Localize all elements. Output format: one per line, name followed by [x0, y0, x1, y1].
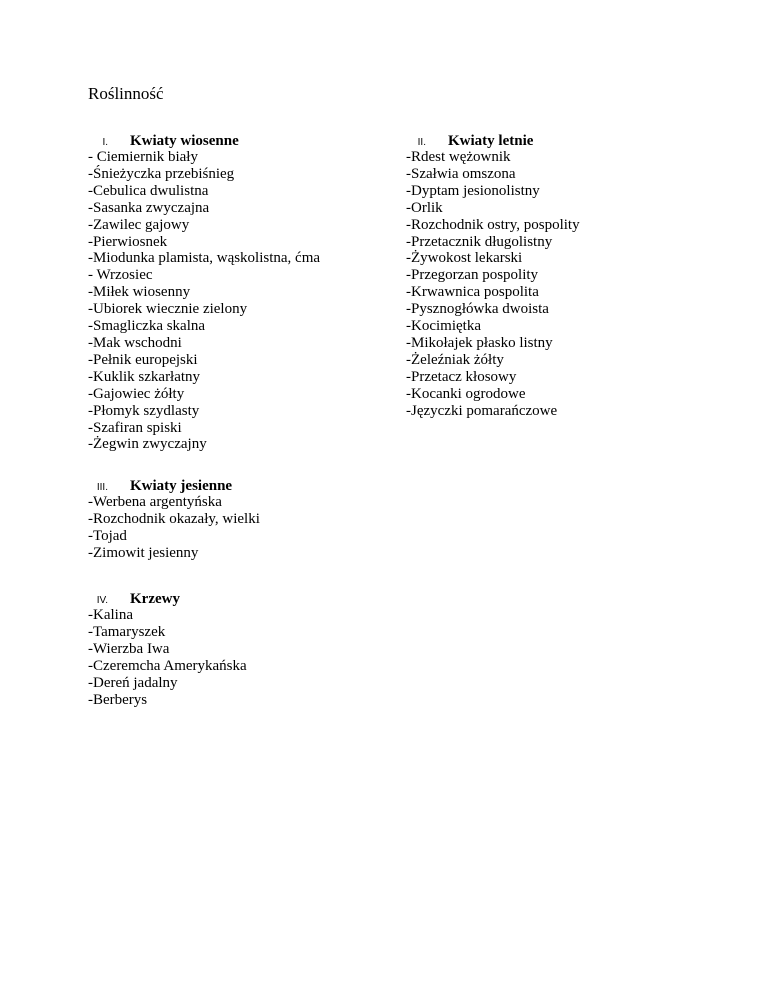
section-summer-flowers: [406, 132, 706, 420]
list-item: -Żywokost lekarski: [406, 250, 523, 267]
section-heading: Kwiaty wiosenne: [130, 133, 239, 149]
list-item: -Śnieżyczka przebiśnieg: [88, 165, 235, 182]
section-autumn-flowers: [88, 477, 388, 562]
list-item: -Pełnik europejski: [88, 351, 198, 368]
list-item: -Miłek wiosenny: [88, 284, 191, 301]
section-spring-flowers: [88, 132, 388, 453]
list-item: -Zimowit jesienny: [88, 544, 199, 561]
section-numeral: III.: [96, 482, 108, 493]
list-item: -Rozchodnik ostry, pospolity: [406, 216, 580, 233]
list-item: -Ubiorek wiecznie zielony: [88, 301, 248, 318]
list-item: -Zawilec gajowy: [88, 216, 190, 233]
plant-list: [88, 149, 388, 453]
list-item: -Krwawnica pospolita: [406, 284, 539, 301]
plant-list: [406, 149, 706, 420]
section-shrubs: [88, 590, 388, 708]
page-title: Roślinność: [88, 84, 164, 103]
list-item: -Czeremcha Amerykańska: [88, 657, 247, 674]
list-item: -Szafiran spiski: [88, 419, 182, 436]
list-item: -Kalina: [88, 607, 133, 623]
list-item: -Pysznogłówka dwoista: [406, 301, 549, 318]
section-heading: Kwiaty letnie: [448, 133, 534, 149]
list-item: -Żegwin zwyczajny: [88, 436, 207, 453]
plant-list: [88, 607, 388, 708]
section-numeral: II.: [417, 137, 426, 148]
list-item: - Ciemiernik biały: [88, 149, 198, 165]
list-item: -Orlik: [406, 199, 443, 216]
section-header: [406, 132, 706, 149]
list-item: -Werbena argentyńska: [88, 494, 222, 510]
list-item: -Szałwia omszona: [406, 165, 516, 182]
list-item: -Berberys: [88, 691, 148, 708]
section-numeral: IV.: [96, 595, 108, 606]
list-item: -Przetacz kłosowy: [406, 368, 517, 385]
list-item: -Dyptam jesionolistny: [406, 182, 540, 199]
list-item: -Mak wschodni: [88, 334, 182, 351]
list-item: -Dereń jadalny: [88, 674, 178, 691]
list-item: -Żeleźniak żółty: [406, 351, 504, 368]
section-header: [88, 477, 388, 494]
list-item: -Cebulica dwulistna: [88, 182, 209, 199]
list-item: -Języczki pomarańczowe: [406, 402, 558, 419]
list-item: -Miodunka plamista, wąskolistna, ćma: [88, 250, 321, 267]
section-heading: Kwiaty jesienne: [130, 478, 233, 494]
list-item: -Przetacznik długolistny: [406, 233, 553, 250]
list-item: -Kuklik szkarłatny: [88, 368, 201, 385]
section-heading: Krzewy: [130, 591, 180, 607]
list-item: -Pierwiosnek: [88, 233, 168, 250]
list-item: -Kocimiętka: [406, 318, 481, 335]
list-item: -Przegorzan pospolity: [406, 267, 539, 284]
list-item: -Tamaryszek: [88, 623, 166, 640]
list-item: -Gajowiec żółty: [88, 385, 185, 402]
plant-list: [88, 494, 388, 562]
list-item: -Smagliczka skalna: [88, 318, 206, 335]
section-numeral: I.: [102, 137, 108, 148]
list-item: -Płomyk szydlasty: [88, 402, 200, 419]
list-item: - Wrzosiec: [88, 267, 153, 284]
list-item: -Mikołajek płasko listny: [406, 334, 553, 351]
list-item: -Sasanka zwyczajna: [88, 199, 210, 216]
section-header: [88, 590, 388, 607]
list-item: -Rozchodnik okazały, wielki: [88, 510, 260, 527]
section-header: [88, 132, 388, 149]
list-item: -Rdest wężownik: [406, 149, 511, 165]
list-item: -Wierzba Iwa: [88, 640, 170, 657]
list-item: -Tojad: [88, 527, 127, 544]
list-item: -Kocanki ogrodowe: [406, 385, 526, 402]
